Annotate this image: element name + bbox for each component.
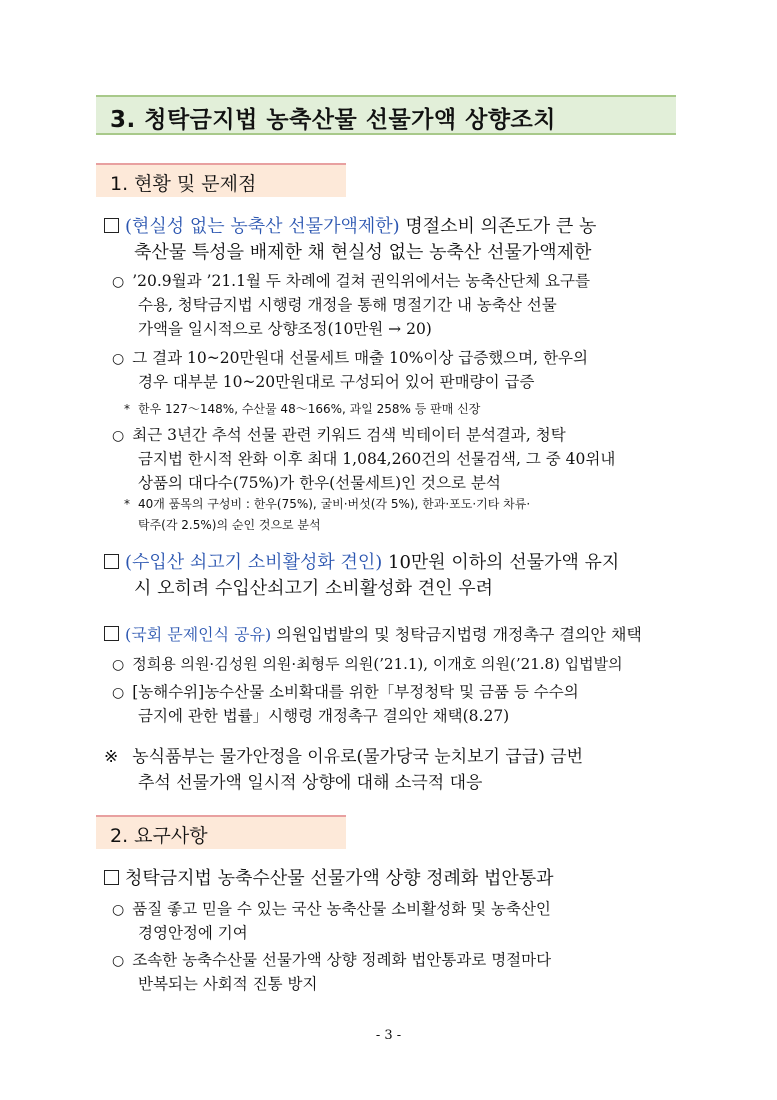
reference-mark: ※: [104, 747, 119, 767]
block-3-text: 의원입법발의 및 청탁금지법령 개정촉구 결의안 채택: [271, 625, 642, 644]
circle-a-line-3: 가액을 일시적으로 상향조정(10만원 → 20): [138, 320, 432, 338]
block-2-line-1: [104, 550, 619, 576]
circle-c-line-2: 금지법 한시적 완화 이후 최대 1,084,260건의 선물검색, 그 중 40위내: [138, 450, 616, 468]
circle-bullet: ○: [112, 657, 125, 673]
star-note-b: [124, 399, 480, 419]
document-title: 3. 청탁금지법 농축산물 선물가액 상향조치: [110, 107, 556, 133]
circle-e-line-1: [112, 680, 579, 705]
note-text-1: 농식품부는 물가안정을 이유로(물가당국 눈치보기 급급) 금번: [132, 747, 584, 767]
block-1-line-2: 축산물 특성을 배제한 채 현실성 없는 농축산 선물가액제한: [134, 242, 592, 263]
square-bullet: [104, 218, 119, 233]
section-2-block-line: [104, 866, 554, 892]
page-number: - 3 -: [375, 1028, 402, 1043]
s2-circle-a-text-1: 품질 좋고 믿을 수 있는 국산 농축산물 소비활성화 및 농축산인: [132, 900, 551, 918]
s2-circle-b-line-2: 반복되는 사회적 진통 방지: [138, 975, 318, 993]
block-3-line-1: [104, 622, 642, 648]
circle-c-text-1: 최근 3년간 추석 선물 관련 키워드 검색 빅테이터 분석결과, 청탁: [132, 426, 566, 444]
circle-d-text: 정희용 의원·김성원 의원·최형두 의원(’21.1), 이개호 의원(’21.8) 입법발의: [132, 655, 623, 673]
circle-e-text-1: [농해수위]농수산물 소비확대를 위한「부정청탁 및 금품 등 수수의: [132, 683, 579, 701]
circle-a-line-1: [112, 269, 590, 294]
section-1-heading: 1. 현황 및 문제점: [110, 173, 257, 195]
circle-c-line-3: 상품의 대다수(75%)가 한우(선물세트)인 것으로 분석: [138, 474, 501, 492]
circle-c-line-1: [112, 423, 566, 448]
circle-bullet: ○: [112, 351, 125, 367]
star-note-b-text: 한우 127～148%, 수산물 48～166%, 과일 258% 등 판매 신장: [138, 402, 481, 416]
section-2-block-text: 청탁금지법 농축수산물 선물가액 상향 정례화 법안통과: [125, 868, 554, 889]
star-bullet: *: [124, 402, 130, 416]
s2-circle-b-text-1: 조속한 농축수산물 선물가액 상향 정례화 법안통과로 명절마다: [132, 951, 552, 969]
circle-bullet: ○: [112, 953, 125, 969]
square-bullet: [104, 626, 119, 641]
block-2-highlight: (수입산 쇠고기 소비활성화 견인): [125, 552, 383, 573]
circle-b-line-2: 경우 대부분 10~20만원대로 구성되어 있어 판매량이 급증: [138, 373, 535, 391]
circle-d-line: [112, 652, 623, 677]
circle-b-line-1: [112, 346, 588, 371]
document-title-box: [96, 95, 676, 135]
note-line-1: [104, 744, 583, 770]
block-2-line-2: 시 오히려 수입산쇠고기 소비활성화 견인 우려: [134, 578, 493, 599]
circle-a-text-1: ’20.9월과 ’21.1월 두 차례에 걸쳐 권익위에서는 농축산단체 요구를: [132, 272, 590, 290]
s2-circle-b-line-1: [112, 948, 551, 973]
star-bullet: *: [124, 497, 130, 511]
star-note-c-text-1: 40개 품목의 구성비 : 한우(75%), 굴비·버섯(각 5%), 한과·포도·기타 차류·: [138, 497, 531, 511]
section-2-heading-box: [96, 815, 346, 849]
section-1-heading-box: [96, 163, 346, 197]
circle-bullet: ○: [112, 902, 125, 918]
block-3-highlight: (국회 문제인식 공유): [125, 625, 272, 644]
block-1-highlight: (현실성 없는 농축산 선물가액제한): [125, 216, 400, 237]
square-bullet: [104, 870, 119, 885]
circle-bullet: ○: [112, 274, 125, 290]
s2-circle-a-line-2: 경영안정에 기여: [138, 924, 248, 942]
circle-bullet: ○: [112, 428, 125, 444]
star-note-c-line-1: [124, 494, 530, 514]
note-line-2: 추석 선물가액 일시적 상향에 대해 소극적 대응: [138, 773, 483, 793]
circle-e-line-2: 금지에 관한 법률」시행령 개정촉구 결의안 채택(8.27): [138, 707, 510, 725]
square-bullet: [104, 554, 119, 569]
block-1-line-1: [104, 214, 596, 240]
circle-b-text-1: 그 결과 10~20만원대 선물세트 매출 10%이상 급증했으며, 한우의: [132, 349, 588, 367]
circle-a-line-2: 수용, 청탁금지법 시행령 개정을 통해 명절기간 내 농축산 선물: [138, 296, 557, 314]
s2-circle-a-line-1: [112, 897, 551, 922]
section-2-heading: 2. 요구사항: [110, 825, 208, 847]
star-note-c-line-2: 탁주(각 2.5%)의 순인 것으로 분석: [138, 518, 321, 532]
circle-bullet: ○: [112, 685, 125, 701]
block-2-text: 10만원 이하의 선물가액 유지: [382, 552, 620, 573]
block-1-text: 명절소비 의존도가 큰 농: [399, 216, 597, 237]
